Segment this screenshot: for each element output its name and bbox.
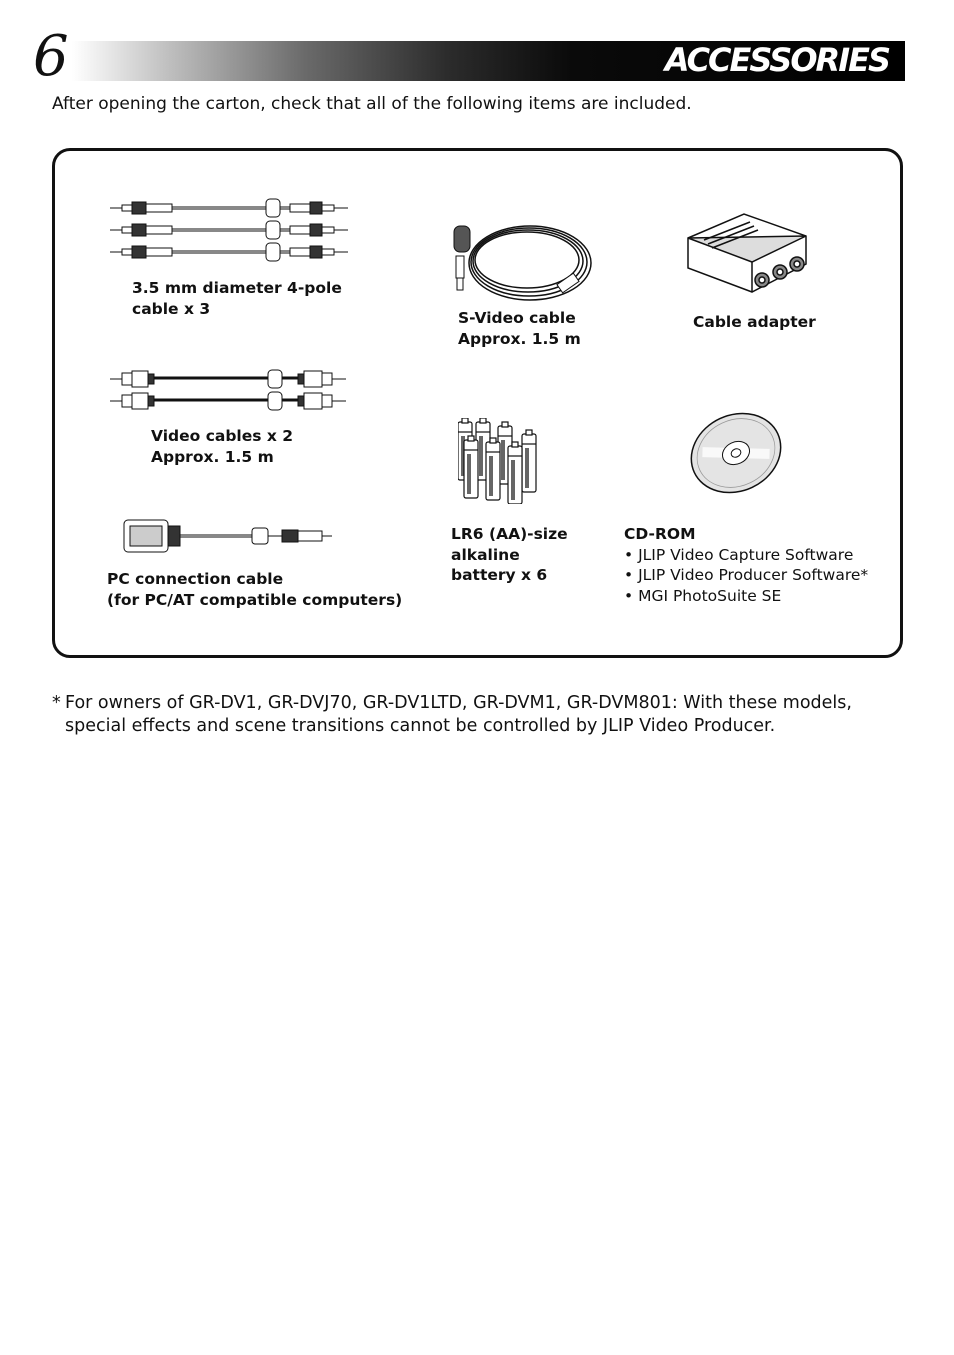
battery-illustration	[458, 418, 544, 504]
cdrom-bullet: • JLIP Video Producer Software*	[624, 566, 869, 584]
label-line: Video cables x 2	[151, 427, 294, 445]
four-pole-cable-illustration	[108, 195, 353, 265]
cdrom-bullet: • MGI PhotoSuite SE	[624, 586, 782, 605]
cdrom-illustration	[686, 408, 786, 498]
pc-cable-illustration	[122, 516, 334, 556]
label-line: Cable adapter	[693, 313, 816, 331]
page-number: 6	[33, 24, 69, 89]
pole-cable-label	[132, 278, 342, 319]
cdrom-label	[624, 524, 868, 606]
label-title: CD-ROM	[624, 525, 696, 543]
intro-text: After opening the carton, check that all of the following items are included.	[52, 94, 692, 114]
label-line: battery x 6	[451, 566, 548, 584]
footnote	[52, 692, 912, 738]
label-line: Approx. 1.5 m	[458, 329, 581, 348]
label-line: (for PC/AT compatible computers)	[107, 590, 403, 609]
label-line: cable x 3	[132, 299, 211, 318]
footnote-marker: *	[52, 693, 61, 713]
battery-label	[451, 524, 568, 586]
pc-cable-label	[107, 569, 402, 610]
label-line: LR6 (AA)-size	[451, 525, 568, 543]
label-line: Approx. 1.5 m	[151, 447, 274, 466]
video-cables-illustration	[108, 368, 353, 413]
label-line: S-Video cable	[458, 309, 576, 327]
cable-adapter-illustration	[684, 210, 814, 300]
video-cables-label	[151, 426, 293, 467]
svideo-cable-label	[458, 308, 581, 349]
page-title: ACCESSORIES	[664, 41, 889, 79]
cdrom-bullet: • JLIP Video Capture Software	[624, 545, 854, 564]
header-bar	[72, 41, 905, 81]
label-line: PC connection cable	[107, 570, 284, 588]
footnote-text: For owners of GR-DV1, GR-DVJ70, GR-DV1LTD, GR-DVM1, GR-DVM801: With these models, special effects and scene transitions cannot be controlled by JLIP Video Producer.	[65, 693, 852, 736]
label-line: 3.5 mm diameter 4-pole	[132, 279, 342, 297]
label-line: alkaline	[451, 545, 520, 564]
cable-adapter-label	[693, 312, 816, 333]
svideo-cable-illustration	[446, 216, 596, 308]
